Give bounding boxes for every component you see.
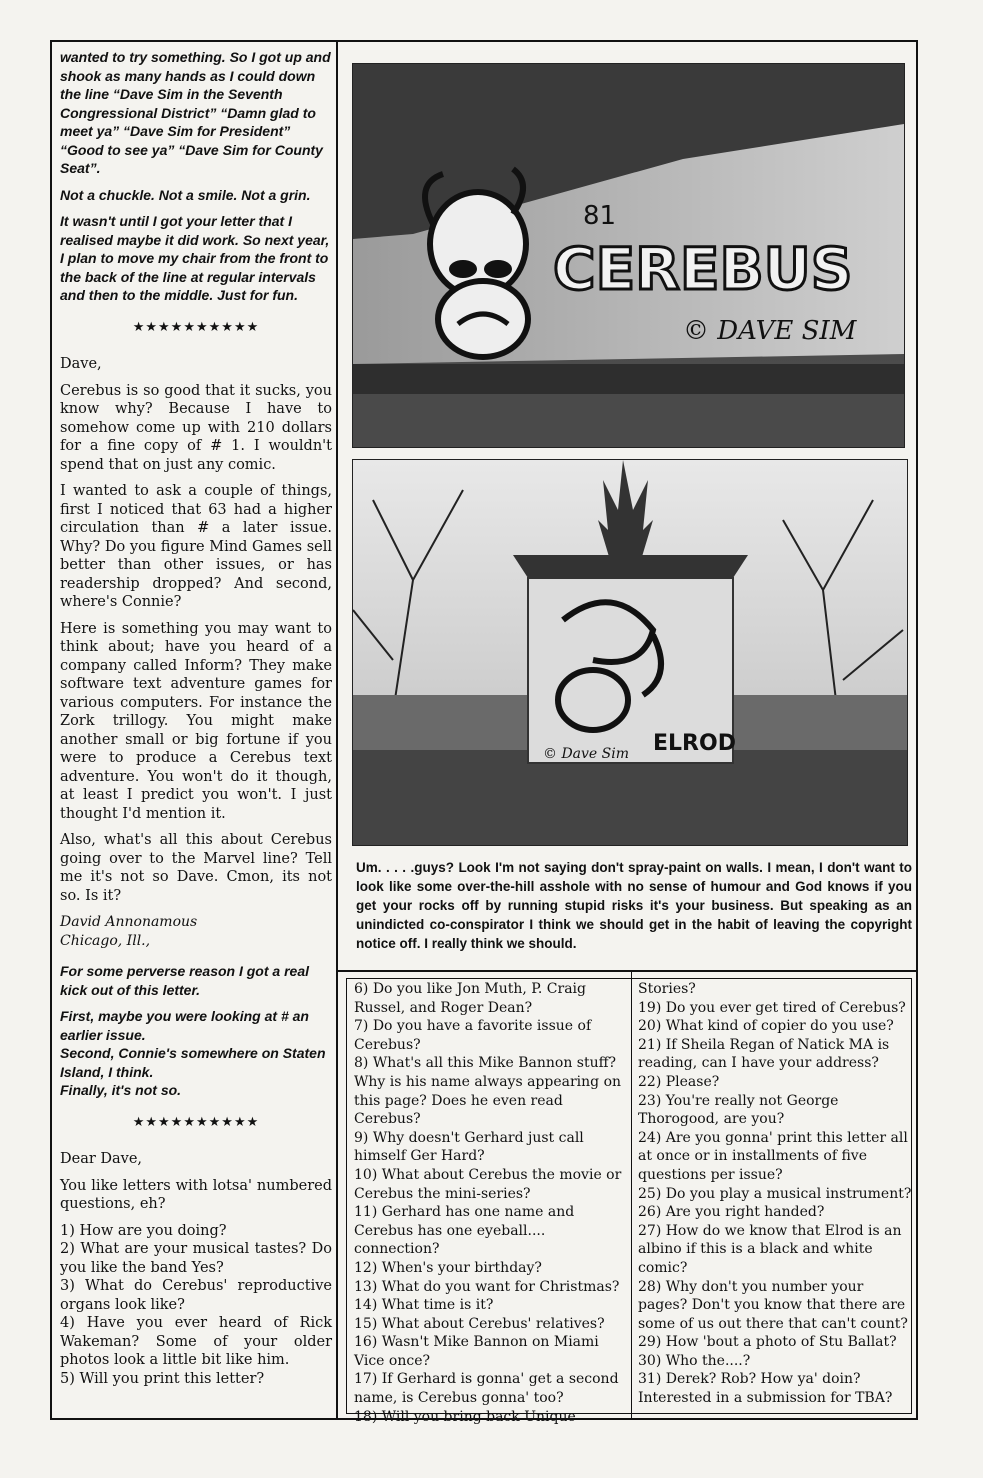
section-divider: [338, 970, 918, 972]
signature-name: David Annonamous: [60, 914, 198, 930]
question-item: 14) What time is it?: [354, 1297, 494, 1314]
question-item: 26) Are you right handed?: [638, 1204, 825, 1221]
reply-paragraph: Not a chuckle. Not a smile. Not a grin.: [60, 186, 311, 203]
questions-column-3: [638, 980, 914, 1408]
question-item: 30) Who the....?: [638, 1352, 751, 1369]
question-item: 12) When's your birthday?: [354, 1259, 542, 1276]
letter-paragraph: You like letters with lotsa' numbered questions, eh?: [60, 1177, 332, 1212]
question-item: 29) How 'bout a photo of Stu Ballat?: [638, 1334, 897, 1351]
question-item: 5) Will you print this letter?: [60, 1370, 265, 1387]
letters-column: [60, 48, 332, 1388]
question-item: 20) What kind of copier do you use?: [638, 1018, 894, 1035]
photo-caption: Um. . . . .guys? Look I'm not saying don't spray-paint on walls. I mean, I don't want to look like some over-the-hill asshole with no sense of humour and God knows if you get your rocks off by running stupid risks it's your business. But speaking as an unindicted co-conspirator I think we should get in the habit of leaving the copyright notice off. I really think we should.: [356, 860, 912, 951]
question-item: 18) Will you bring back Unique: [354, 1408, 576, 1425]
question-item: 10) What about Cerebus the movie or Cerebus the mini-series?: [354, 1166, 622, 1202]
question-item: 6) Do you like Jon Muth, P. Craig Russel, and Roger Dean?: [354, 981, 586, 1016]
salutation: Dave,: [60, 356, 102, 372]
question-item: 27) How do we know that Elrod is an albino if this is a black and white comic?: [638, 1222, 902, 1276]
question-item: 17) If Gerhard is gonna' get a second name, is Cerebus gonna' too?: [354, 1371, 619, 1407]
question-item: 31) Derek? Rob? How ya' doin? Interested in a submission for TBA?: [638, 1371, 893, 1407]
question-item: 21) If Sheila Regan of Natick MA is reading, can I have your address?: [638, 1036, 890, 1072]
reply-paragraph: It wasn't until I got your letter that I realised maybe it did work. So next year, I plan to move my chair from the front to the back of the line at regular intervals and then to the middle. Just for fun.: [60, 213, 330, 303]
reply-paragraph: First, maybe you were looking at # an earlier issue.: [60, 1008, 309, 1043]
questions-column-2: [354, 980, 626, 1426]
questions-column-divider: [631, 972, 632, 1418]
question-item: 7) Do you have a favorite issue of Cerebus?: [354, 1018, 592, 1053]
question-item: 24) Are you gonna' print this letter all at once or in installments of five questions per issue?: [638, 1129, 908, 1183]
question-item: 8) What's all this Mike Bannon stuff? Why is his name always appearing on this page? Does he even read Cerebus?: [354, 1055, 622, 1128]
question-item: 11) Gerhard has one name and Cerebus has one eyeball.... connection?: [354, 1204, 575, 1258]
graffiti-bridge-photo: [352, 63, 905, 448]
question-item: 1) How are you doing?: [60, 1222, 227, 1239]
question-item: 16) Wasn't Mike Bannon on Miami Vice once?: [354, 1334, 599, 1369]
reply-paragraph: Second, Connie's somewhere on Staten Island, I think.: [60, 1045, 326, 1080]
graffiti-number-text: 81: [583, 201, 617, 231]
graffiti-signature-text: © Dave Sim: [543, 746, 630, 762]
graffiti-shed-photo: [352, 459, 908, 846]
question-item: 9) Why doesn't Gerhard just call himself Ger Hard?: [354, 1129, 584, 1165]
letter-paragraph: Here is something you may want to think about; have you heard of a company called Inform? They make software text adventure games for various computers. For instance the Zork trillogy. You might make another small or big fortune if you were to produce a Cerebus text adventure. You won't do it though, at least I predict you won't. I just thought I'd mention it.: [60, 620, 332, 822]
letter-paragraph: I wanted to ask a couple of things, first I noticed that 63 had a higher circulation than # a later issue. Why? Do you figure Mind Games sell better than other issues, or has readership dropped? And second, where's Connie?: [60, 483, 332, 610]
question-item: 19) Do you ever get tired of Cerebus?: [638, 999, 906, 1016]
question-item: 28) Why don't you number your pages? Don't you know that there are some of us out there that can't count?: [638, 1278, 908, 1332]
question-item: Stories?: [638, 981, 696, 997]
reply-paragraph: wanted to try something. So I got up and shook as many hands as I could down the line “Dave Sim in the Seventh Congressional District” “Damn glad to meet ya” “Dave Sim for President” “Good to see ya” “Dave Sim for County Seat”.: [60, 49, 331, 176]
question-item: 2) What are your musical tastes? Do you like the band Yes?: [60, 1241, 332, 1276]
question-item: 23) You're really not George Thorogood, are you?: [638, 1092, 839, 1128]
question-item: 3) What do Cerebus' reproductive organs look like?: [60, 1278, 332, 1313]
question-item: 15) What about Cerebus' relatives?: [354, 1315, 605, 1332]
column-divider: [336, 40, 338, 1420]
question-item: 4) Have you ever heard of Rick Wakeman? Some of your older photos look a little bit like him.: [60, 1315, 332, 1368]
question-item: 13) What do you want for Christmas?: [354, 1278, 620, 1295]
letter-paragraph: Also, what's all this about Cerebus going over to the Marvel line? Tell me it's not so Dave. Cmon, its not so. Is it?: [60, 832, 332, 904]
star-separator: ★★★★★★★★★★: [132, 1114, 260, 1130]
reply-paragraph: For some perverse reason I got a real kick out of this letter.: [60, 963, 309, 998]
graffiti-elrod-text: ELROD: [653, 731, 736, 756]
letter-paragraph: Cerebus is so good that it sucks, you know why? Because I have to somehow come up with 210 dollars for a fine copy of # 1. I wouldn't spend that on just any comic.: [60, 382, 332, 473]
reply-paragraph: Finally, it's not so.: [60, 1082, 182, 1098]
question-item: 22) Please?: [638, 1073, 720, 1090]
graffiti-cerebus-text: CEREBUS: [553, 235, 853, 303]
question-item: 25) Do you play a musical instrument?: [638, 1185, 912, 1202]
salutation: Dear Dave,: [60, 1151, 143, 1167]
signature-location: Chicago, Ill.,: [60, 932, 151, 949]
graffiti-copyright-text: © DAVE SIM: [683, 316, 857, 346]
star-separator: ★★★★★★★★★★: [132, 319, 260, 335]
